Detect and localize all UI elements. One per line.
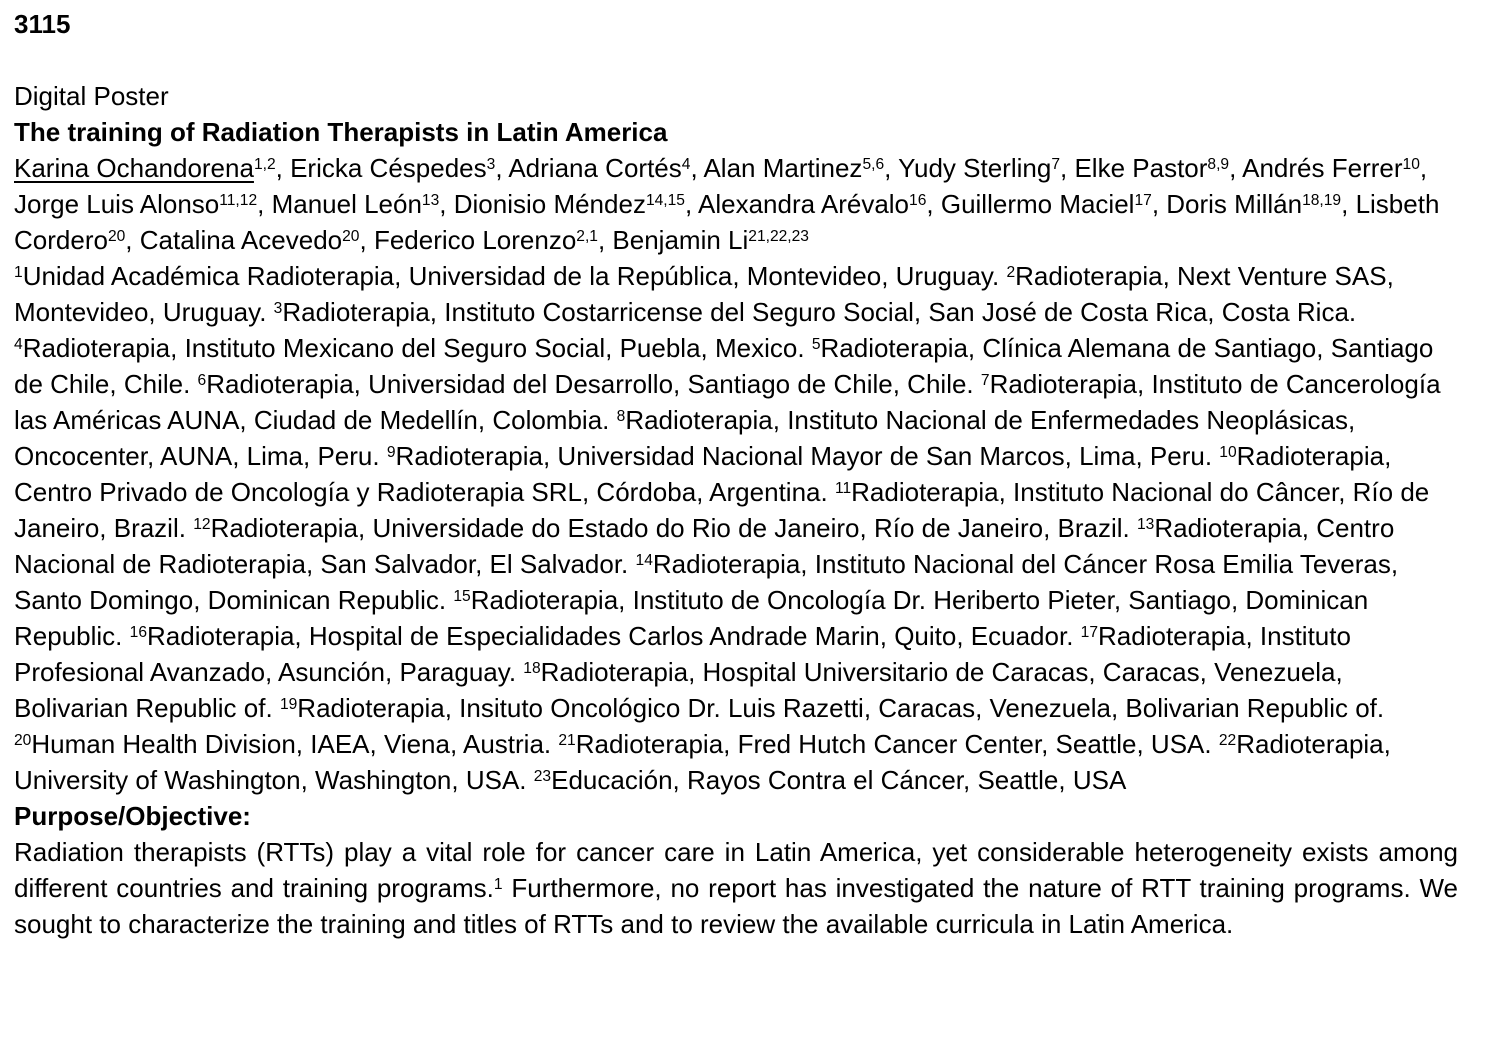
affiliation: $^{23}$Educación, Rayos Contra el Cáncer, Seattle, USA (533, 765, 1127, 795)
affiliation: $^{18}$Radioterapia, Hospital Universitario de Caracas, Caracas, Venezuela, Bolivarian Republic of. (14, 657, 1343, 723)
author (612, 225, 809, 255)
superscript-ref: 5,6 (862, 155, 885, 173)
affiliation: $^{15}$Radioterapia, Instituto de Oncología Dr. Heriberto Pieter, Santiago, Dominican Republic. (14, 585, 1369, 651)
affiliation: $^{20}$Human Health Division, IAEA, Viena, Austria. (14, 729, 552, 759)
affiliation: $^{13}$Radioterapia, Centro Nacional de Radioterapia, San Salvador, El Salvador. (14, 513, 1395, 579)
affiliation-list (14, 258, 1458, 798)
author (454, 189, 685, 219)
superscript-ref: 7 (980, 371, 990, 389)
author-name: Benjamin Li (612, 225, 749, 255)
author (374, 225, 598, 255)
affiliation: $^{19}$Radioterapia, Insituto Oncológico Dr. Luis Razetti, Caracas, Venezuela, Bolivarian Republic of. (279, 693, 1385, 723)
author-name: Elke Pastor (1074, 153, 1208, 183)
author-name: Ericka Céspedes (290, 153, 487, 183)
affiliation: $^2$Radioterapia, Next Venture SAS, Montevideo, Uruguay. (14, 261, 1394, 327)
superscript-ref: 14,15 (645, 191, 685, 209)
superscript-ref: 16 (129, 623, 147, 641)
author-list: Karina Ochandorena$^{1,2}$, Ericka Céspedes$^3$, Adriana Cortés$^4$, Alan Martinez$^{5,6}$, Yudy Sterling$^7$, Elke Pastor$^{8,9}$, Andrés Ferrer$^{10}$, Jorge Luis Alonso$^{11,12}$, Manuel León$^{13}$, Dionisio Méndez$^{14,15}$, Alexandra Arévalo$^{16}$, Guillermo Maciel$^{17}$, Doris Millán$^{18,19}$, Lisbeth Cordero$^{20}$, Catalina Acevedo$^{20}$, Federico Lorenzo$^{2,1}$, Benjamin Li$^{21,22,23}$ (14, 153, 1440, 255)
superscript-ref: 21,22,23 (748, 227, 809, 245)
superscript-ref: 22 (1218, 731, 1237, 749)
superscript-ref: 1 (14, 263, 23, 281)
superscript-ref: 2 (1006, 263, 1016, 281)
affiliation: $^{21}$Radioterapia, Fred Hutch Cancer Center, Seattle, USA. (558, 729, 1212, 759)
affiliation: $^6$Radioterapia, Universidad del Desarrollo, Santiago de Chile, Chile. (197, 369, 974, 399)
author (703, 153, 884, 183)
superscript-ref: 3 (486, 155, 496, 173)
author-name: Yudy Sterling (898, 153, 1052, 183)
author (14, 189, 257, 219)
superscript-ref: 6 (197, 371, 207, 389)
superscript-ref: 8 (616, 407, 626, 425)
superscript-ref: 10 (1219, 443, 1237, 461)
author-name: Federico Lorenzo (373, 225, 577, 255)
superscript-ref: 14 (635, 551, 653, 569)
author (272, 189, 440, 219)
author (508, 153, 690, 183)
author-name: Doris Millán (1166, 189, 1303, 219)
superscript-ref: 10 (1402, 155, 1420, 173)
author (1074, 153, 1229, 183)
superscript-ref: 19 (279, 695, 298, 713)
superscript-ref: 17 (1080, 623, 1099, 641)
affiliation: $^3$Radioterapia, Instituto Costarricense del Seguro Social, San José de Costa Rica, Costa Rica. (273, 297, 1357, 327)
superscript-ref: 11,12 (219, 191, 258, 209)
affiliation: $^{17}$Radioterapia, Instituto Profesional Avanzado, Asunción, Paraguay. (14, 621, 1351, 687)
author (941, 189, 1152, 219)
superscript-ref: 13 (1137, 515, 1155, 533)
superscript-ref: 1 (493, 875, 503, 893)
affiliation: $^{14}$Radioterapia, Instituto Nacional del Cáncer Rosa Emilia Teveras, Santo Domingo, Dominican Republic. (14, 549, 1399, 615)
author (1242, 153, 1420, 183)
superscript-ref: 20 (342, 227, 360, 245)
author-name: Dionisio Méndez (453, 189, 646, 219)
presentation-type: Digital Poster (14, 81, 169, 111)
abstract-title: The training of Radiation Therapists in Latin America (14, 117, 668, 147)
affiliation: $^7$Radioterapia, Instituto de Cancerología las Américas AUNA, Ciudad de Medellín, Colombia. (14, 369, 1441, 435)
abstract-number: 3115 (14, 9, 71, 39)
superscript-ref: 18 (523, 659, 541, 677)
affiliation: $^5$Radioterapia, Clínica Alemana de Santiago, Santiago de Chile, Chile. (14, 333, 1434, 399)
author (140, 225, 360, 255)
author (1166, 189, 1341, 219)
affiliation: $^8$Radioterapia, Instituto Nacional de Enfermedades Neoplásicas, Oncocenter, AUNA, Lima, Peru. (14, 405, 1356, 471)
author (698, 189, 926, 219)
superscript-ref: 3 (273, 299, 283, 317)
superscript-ref: 4 (14, 335, 23, 353)
author (898, 153, 1060, 183)
superscript-ref: 13 (421, 191, 440, 209)
superscript-ref: 18,19 (1302, 191, 1342, 209)
superscript-ref: 8,9 (1207, 155, 1230, 173)
superscript-ref: 15 (453, 587, 471, 605)
superscript-ref: 2,1 (576, 227, 598, 245)
author (14, 153, 276, 183)
author-name: Karina Ochandorena (14, 153, 254, 183)
author-name: Alexandra Arévalo (698, 189, 910, 219)
superscript-ref: 9 (386, 443, 396, 461)
superscript-ref: 17 (1134, 191, 1152, 209)
superscript-ref: 1,2 (253, 155, 276, 173)
superscript-ref: 4 (681, 155, 691, 173)
affiliation: $^{12}$Radioterapia, Universidade do Estado do Rio de Janeiro, Río de Janeiro, Brazil. (193, 513, 1130, 543)
superscript-ref: 20 (107, 227, 126, 245)
superscript-ref: 12 (193, 515, 211, 533)
superscript-ref: 11 (834, 479, 852, 497)
affiliation: $^{22}$Radioterapia, University of Washington, Washington, USA. (14, 729, 1391, 795)
affiliation: $^9$Radioterapia, Universidad Nacional Mayor de San Marcos, Lima, Peru. (386, 441, 1213, 471)
author-name: Lisbeth Cordero (14, 189, 1440, 255)
superscript-ref: 23 (533, 767, 552, 785)
superscript-ref: 20 (14, 731, 32, 749)
author-name: Jorge Luis Alonso (14, 189, 220, 219)
affiliation: $^1$Unidad Académica Radioterapia, Universidad de la República, Montevideo, Uruguay. (14, 261, 1000, 291)
affiliation: $^{10}$Radioterapia, Centro Privado de Oncología y Radioterapia SRL, Córdoba, Argentina. (14, 441, 1392, 507)
affiliation: $^4$Radioterapia, Instituto Mexicano del Seguro Social, Puebla, Mexico. (14, 333, 805, 363)
section-heading-purpose: Purpose/Objective: (14, 801, 251, 831)
author (290, 153, 495, 183)
superscript-ref: 21 (558, 731, 576, 749)
affiliation: $^{11}$Radioterapia, Instituto Nacional do Câncer, Río de Janeiro, Brazil. (14, 477, 1430, 543)
author-name: Catalina Acevedo (139, 225, 343, 255)
author-name: Alan Martinez (703, 153, 863, 183)
author-name: Guillermo Maciel (940, 189, 1135, 219)
superscript-ref: 5 (811, 335, 821, 353)
author-name: Adriana Cortés (508, 153, 682, 183)
superscript-ref: 7 (1051, 155, 1061, 173)
affiliation: $^{16}$Radioterapia, Hospital de Especialidades Carlos Andrade Marin, Quito, Ecuador. (129, 621, 1074, 651)
purpose-text: Radiation therapists (RTTs) play a vital role for cancer care in Latin America, yet considerable heterogeneity exists among different countries and training programs.$^1$ Furthermore, no report has investigated the nature of RTT training programs. We sought to characterize the training and titles of RTTs and to review the available curricula in Latin America. (14, 837, 1458, 939)
author-name: Andrés Ferrer (1242, 153, 1403, 183)
author-name: Manuel León (271, 189, 422, 219)
superscript-ref: 16 (909, 191, 927, 209)
